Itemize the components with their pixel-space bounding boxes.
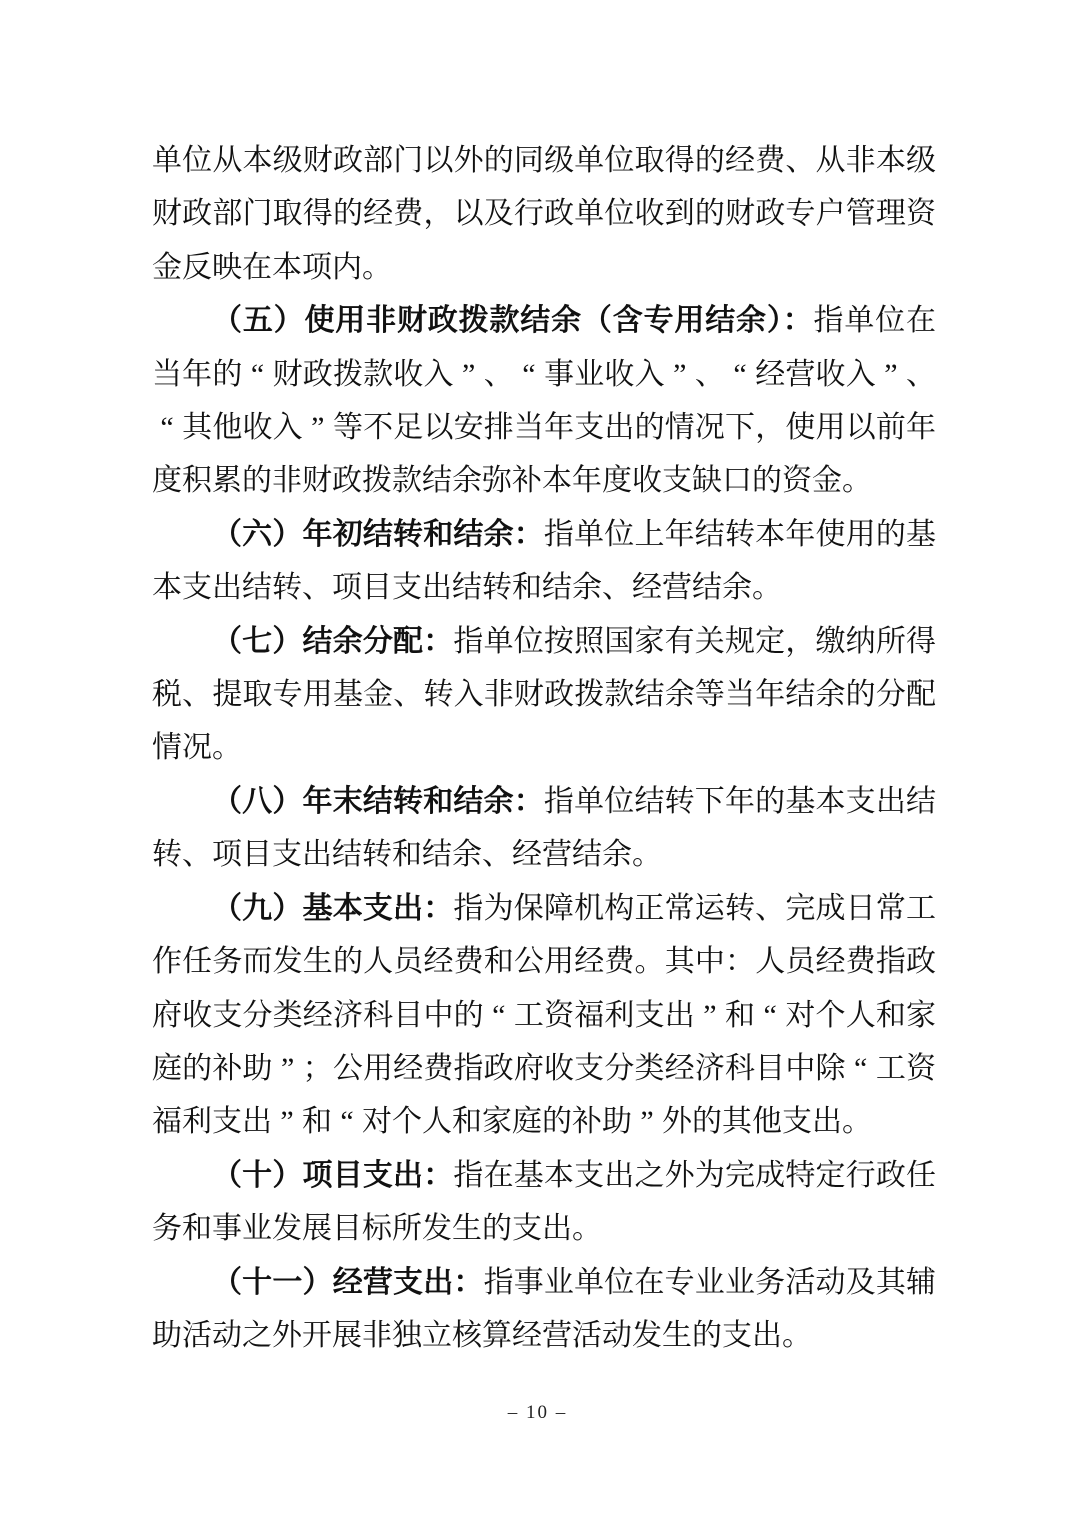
paragraph-section-9 (152, 882, 936, 1149)
paragraph-section-10 (152, 1149, 936, 1256)
paragraph-body: 指为保障机构正常运转、完成日常工作任务而发生的人员经费和公用经费。其中：人员经费指政府收支分类经济科目中的 “ 工资福利支出 ” 和 “ 对个人和家庭的补助 ” ；公用经费指政府收支分类经济科目中除 “ 工资福利支出 ” 和 “ 对个人和家庭的补助 ” 外的其他支出。 (152, 891, 937, 1139)
paragraph-body: 指单位在当年的 “ 财政拨款收入 ” 、 “ 事业收入 ” 、 “ 经营收入 ” 、“ 其他收入 ” 等不足以安排当年支出的情况下，使用以前年度积累的非财政拨款结余弥补本年度收支缺口的资金。 (152, 304, 937, 498)
paragraph-body: 指单位结转下年的基本支出结转、项目支出结转和结余、经营结余。 (152, 784, 937, 872)
paragraph-body: 指在基本支出之外为完成特定行政任务和事业发展目标所发生的支出。 (152, 1158, 937, 1246)
paragraph-section-5 (152, 294, 936, 508)
paragraph-body: 指单位按照国家有关规定，缴纳所得税、提取专用基金、转入非财政拨款结余等当年结余的分配情况。 (152, 624, 937, 765)
section-heading: （七）结余分配： (212, 624, 454, 658)
section-heading: （六）年初结转和结余： (212, 517, 544, 551)
paragraph-body: 指单位上年结转本年使用的基本支出结转、项目支出结转和结余、经营结余。 (152, 517, 937, 605)
page-footer (0, 1400, 1075, 1426)
paragraph-section-7 (152, 615, 936, 775)
paragraph-continuation (152, 134, 936, 294)
section-heading: （五）使用非财政拨款结余（含专用结余）： (212, 304, 814, 338)
paragraph-section-8 (152, 775, 936, 882)
paragraph-body: 单位从本级财政部门以外的同级单位取得的经费、从非本级财政部门取得的经费，以及行政单位收到的财政专户管理资金反映在本项内。 (152, 144, 936, 284)
section-heading: （十）项目支出： (212, 1158, 454, 1192)
section-heading: （十一）经营支出： (212, 1265, 484, 1299)
paragraph-section-11 (152, 1256, 936, 1363)
section-heading: （九）基本支出： (212, 891, 454, 925)
section-heading: （八）年末结转和结余： (212, 784, 544, 818)
paragraph-body: 指事业单位在专业业务活动及其辅助活动之外开展非独立核算经营活动发生的支出。 (152, 1265, 937, 1352)
page-number: – 10 – (507, 1402, 568, 1423)
document-body (152, 134, 936, 1362)
paragraph-section-6 (152, 508, 936, 615)
